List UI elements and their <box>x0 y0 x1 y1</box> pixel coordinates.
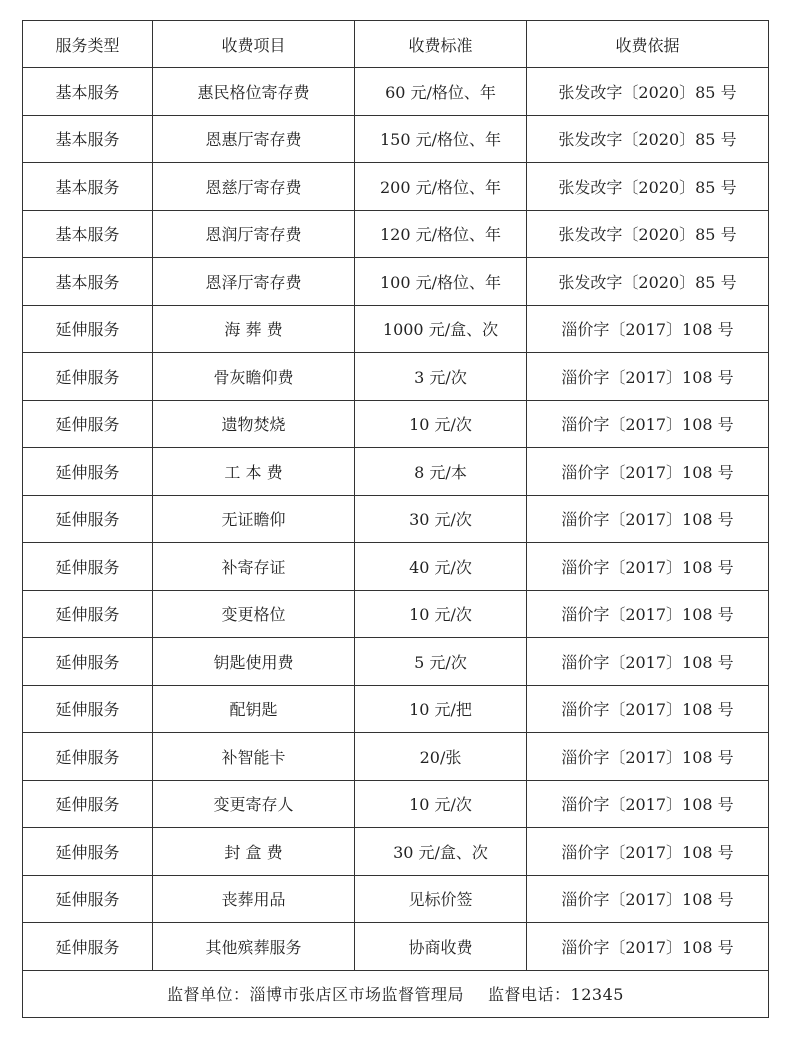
fee-standard-cell: 10 元/把 <box>355 685 527 733</box>
fee-item-cell: 变更寄存人 <box>153 780 355 828</box>
fee-standard-cell: 10 元/次 <box>355 400 527 448</box>
service-type-cell: 延伸服务 <box>23 780 153 828</box>
table-row <box>23 210 769 258</box>
fee-basis-cell: 淄价字〔2017〕108 号 <box>527 543 769 591</box>
fee-basis-cell: 张发改字〔2020〕85 号 <box>527 68 769 116</box>
fee-basis-cell: 淄价字〔2017〕108 号 <box>527 685 769 733</box>
fee-item-cell: 其他殡葬服务 <box>153 923 355 971</box>
service-type-cell: 基本服务 <box>23 210 153 258</box>
table-row <box>23 258 769 306</box>
fee-basis-cell: 淄价字〔2017〕108 号 <box>527 733 769 781</box>
fee-basis-cell: 淄价字〔2017〕108 号 <box>527 875 769 923</box>
table-row <box>23 305 769 353</box>
fee-item-cell: 恩惠厅寄存费 <box>153 115 355 163</box>
fee-item-cell: 补寄存证 <box>153 543 355 591</box>
fee-basis-cell: 淄价字〔2017〕108 号 <box>527 400 769 448</box>
fee-standard-cell: 200 元/格位、年 <box>355 163 527 211</box>
supervision-unit: 监督单位：淄博市张店区市场监督管理局 <box>167 985 465 1005</box>
service-type-cell: 延伸服务 <box>23 353 153 401</box>
fee-standard-cell: 60 元/格位、年 <box>355 68 527 116</box>
supervision-info <box>23 970 769 1018</box>
fee-item-cell: 惠民格位寄存费 <box>153 68 355 116</box>
fee-standard-cell: 见标价签 <box>355 875 527 923</box>
fee-item-cell: 封 盒 费 <box>153 828 355 876</box>
fee-standard-cell: 20/张 <box>355 733 527 781</box>
table-row <box>23 68 769 116</box>
fee-basis-cell: 淄价字〔2017〕108 号 <box>527 828 769 876</box>
table-row <box>23 400 769 448</box>
fee-item-cell: 骨灰瞻仰费 <box>153 353 355 401</box>
fee-standard-cell: 40 元/次 <box>355 543 527 591</box>
fee-standard-cell: 120 元/格位、年 <box>355 210 527 258</box>
supervision-phone: 监督电话：12345 <box>488 985 624 1005</box>
service-type-cell: 延伸服务 <box>23 828 153 876</box>
fee-standard-cell: 1000 元/盒、次 <box>355 305 527 353</box>
fee-basis-cell: 淄价字〔2017〕108 号 <box>527 353 769 401</box>
fee-item-cell: 钥匙使用费 <box>153 638 355 686</box>
service-type-cell: 延伸服务 <box>23 495 153 543</box>
header-service-type: 服务类型 <box>23 21 153 68</box>
service-type-cell: 基本服务 <box>23 258 153 306</box>
fee-item-cell: 配钥匙 <box>153 685 355 733</box>
service-type-cell: 延伸服务 <box>23 638 153 686</box>
table-row <box>23 638 769 686</box>
service-type-cell: 延伸服务 <box>23 923 153 971</box>
service-type-cell: 延伸服务 <box>23 400 153 448</box>
fee-basis-cell: 淄价字〔2017〕108 号 <box>527 495 769 543</box>
fee-item-cell: 变更格位 <box>153 590 355 638</box>
fee-basis-cell: 张发改字〔2020〕85 号 <box>527 258 769 306</box>
fee-item-cell: 补智能卡 <box>153 733 355 781</box>
fee-item-cell: 海 葬 费 <box>153 305 355 353</box>
fee-basis-cell: 淄价字〔2017〕108 号 <box>527 780 769 828</box>
service-type-cell: 延伸服务 <box>23 543 153 591</box>
fee-item-cell: 丧葬用品 <box>153 875 355 923</box>
service-type-cell: 延伸服务 <box>23 305 153 353</box>
fee-basis-cell: 淄价字〔2017〕108 号 <box>527 305 769 353</box>
header-fee-standard: 收费标准 <box>355 21 527 68</box>
table-row <box>23 733 769 781</box>
table-row <box>23 828 769 876</box>
fee-standard-cell: 10 元/次 <box>355 780 527 828</box>
service-type-cell: 延伸服务 <box>23 733 153 781</box>
header-fee-basis: 收费依据 <box>527 21 769 68</box>
fee-basis-cell: 淄价字〔2017〕108 号 <box>527 448 769 496</box>
table-row <box>23 685 769 733</box>
fee-item-cell: 恩泽厅寄存费 <box>153 258 355 306</box>
header-row <box>23 21 769 68</box>
service-type-cell: 延伸服务 <box>23 685 153 733</box>
fee-standard-cell: 3 元/次 <box>355 353 527 401</box>
fee-basis-cell: 淄价字〔2017〕108 号 <box>527 923 769 971</box>
table-row <box>23 448 769 496</box>
fee-basis-cell: 张发改字〔2020〕85 号 <box>527 210 769 258</box>
fee-basis-cell: 张发改字〔2020〕85 号 <box>527 163 769 211</box>
fee-rows <box>23 68 769 971</box>
table-row <box>23 590 769 638</box>
service-type-cell: 延伸服务 <box>23 590 153 638</box>
table-row <box>23 543 769 591</box>
table-row <box>23 923 769 971</box>
fee-standard-cell: 150 元/格位、年 <box>355 115 527 163</box>
fee-item-cell: 恩润厅寄存费 <box>153 210 355 258</box>
fee-basis-cell: 淄价字〔2017〕108 号 <box>527 638 769 686</box>
table-row <box>23 353 769 401</box>
table-row <box>23 115 769 163</box>
fee-standard-cell: 协商收费 <box>355 923 527 971</box>
table-row <box>23 163 769 211</box>
fee-basis-cell: 淄价字〔2017〕108 号 <box>527 590 769 638</box>
service-type-cell: 延伸服务 <box>23 448 153 496</box>
service-type-cell: 基本服务 <box>23 163 153 211</box>
service-type-cell: 延伸服务 <box>23 875 153 923</box>
fee-standard-cell: 10 元/次 <box>355 590 527 638</box>
fee-item-cell: 无证瞻仰 <box>153 495 355 543</box>
table-row <box>23 495 769 543</box>
service-type-cell: 基本服务 <box>23 115 153 163</box>
fee-standard-cell: 30 元/次 <box>355 495 527 543</box>
fee-table <box>22 20 769 1018</box>
table-row <box>23 875 769 923</box>
fee-item-cell: 工 本 费 <box>153 448 355 496</box>
fee-basis-cell: 张发改字〔2020〕85 号 <box>527 115 769 163</box>
fee-standard-cell: 30 元/盒、次 <box>355 828 527 876</box>
fee-standard-cell: 100 元/格位、年 <box>355 258 527 306</box>
fee-item-cell: 恩慈厅寄存费 <box>153 163 355 211</box>
footer-row <box>23 970 769 1018</box>
fee-item-cell: 遗物焚烧 <box>153 400 355 448</box>
fee-standard-cell: 8 元/本 <box>355 448 527 496</box>
fee-standard-cell: 5 元/次 <box>355 638 527 686</box>
header-fee-item: 收费项目 <box>153 21 355 68</box>
service-type-cell: 基本服务 <box>23 68 153 116</box>
table-row <box>23 780 769 828</box>
